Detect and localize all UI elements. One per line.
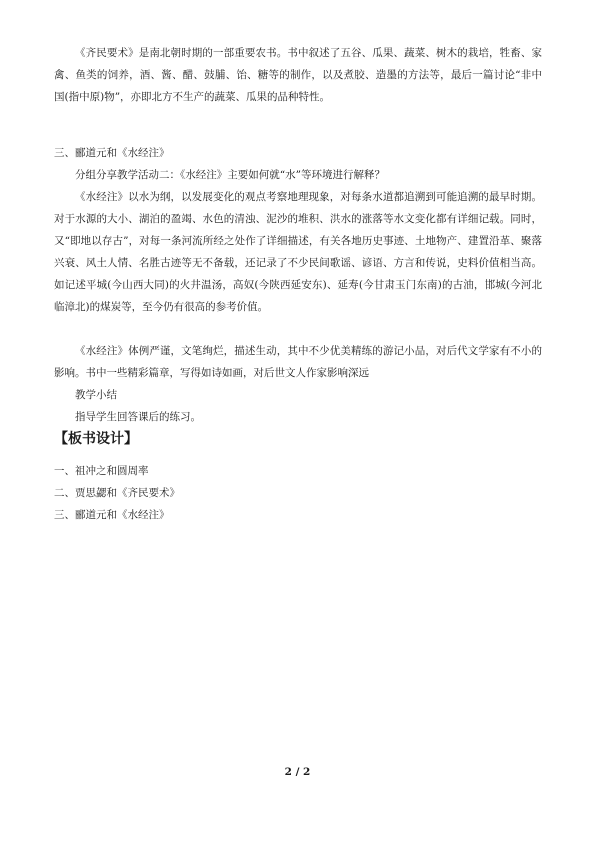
paragraph-qimin-yaoshu: 《齐民要术》是南北朝时期的一部重要农书。书中叙述了五谷、瓜果、蔬菜、树木的栽培，牲畜、家禽、鱼类的饲养，酒、酱、醋、鼓脯、饴、糖等的制作，以及煮胶、造墨的方法等，最后一篇讨论“非中国(指中原)物”，亦即北方不生产的蔬菜、瓜果的品种特性。 (54, 47, 542, 103)
paragraph-shuijingzhu-style: 《水经注》体例严谨，文笔绚烂，描述生动，其中不少优美精练的游记小品，对后代文学家有不小的影响。书中一些精彩篇章，写得如诗如画，对后世文人作家影响深远 (54, 345, 542, 379)
summary-title: 教学小结 (75, 389, 117, 401)
activity-question: 分组分享教学活动二：《水经注》主要如何就“水”等环境进行解释？ (75, 169, 385, 181)
board-item-1: 一、祖冲之和圆周率 (54, 465, 149, 477)
board-item-3: 三、郦道元和《水经注》 (54, 509, 170, 521)
paragraph-shuijingzhu-content: 《水经注》以水为纲，以发展变化的观点考察地理现象，对每条水道都追溯到可能追溯的最早时期。对于水源的大小、湖泊的盈竭、水色的清浊、泥沙的堆积、洪水的涨落等水文变化都有详细记载。同时，又“即地以存古”，对每一条河流所经之处作了详细描述，有关各地历史事迹、土地物产、建置沿革、聚落兴衰、风土人情、名胜古迹等无不备载，还记录了不少民间歌谣、谚语、方言和传说，史料价值相当高。如记述平城(今山西大同)的火井温汤，高奴(今陕西延安东)、延寿(今甘肃玉门东南)的古油，邯城(今河北临漳北)的煤炭等，至今仍有很高的参考价值。 (54, 191, 542, 313)
board-item-2: 二、贾思勰和《齐民要术》 (54, 487, 180, 499)
page-number: 2 / 2 (284, 766, 311, 778)
section-heading-shuijingzhu: 三、郦道元和《水经注》 (54, 147, 170, 159)
summary-body: 指导学生回答课后的练习。 (75, 411, 201, 423)
board-design-heading: 【板书设计】 (54, 431, 138, 447)
